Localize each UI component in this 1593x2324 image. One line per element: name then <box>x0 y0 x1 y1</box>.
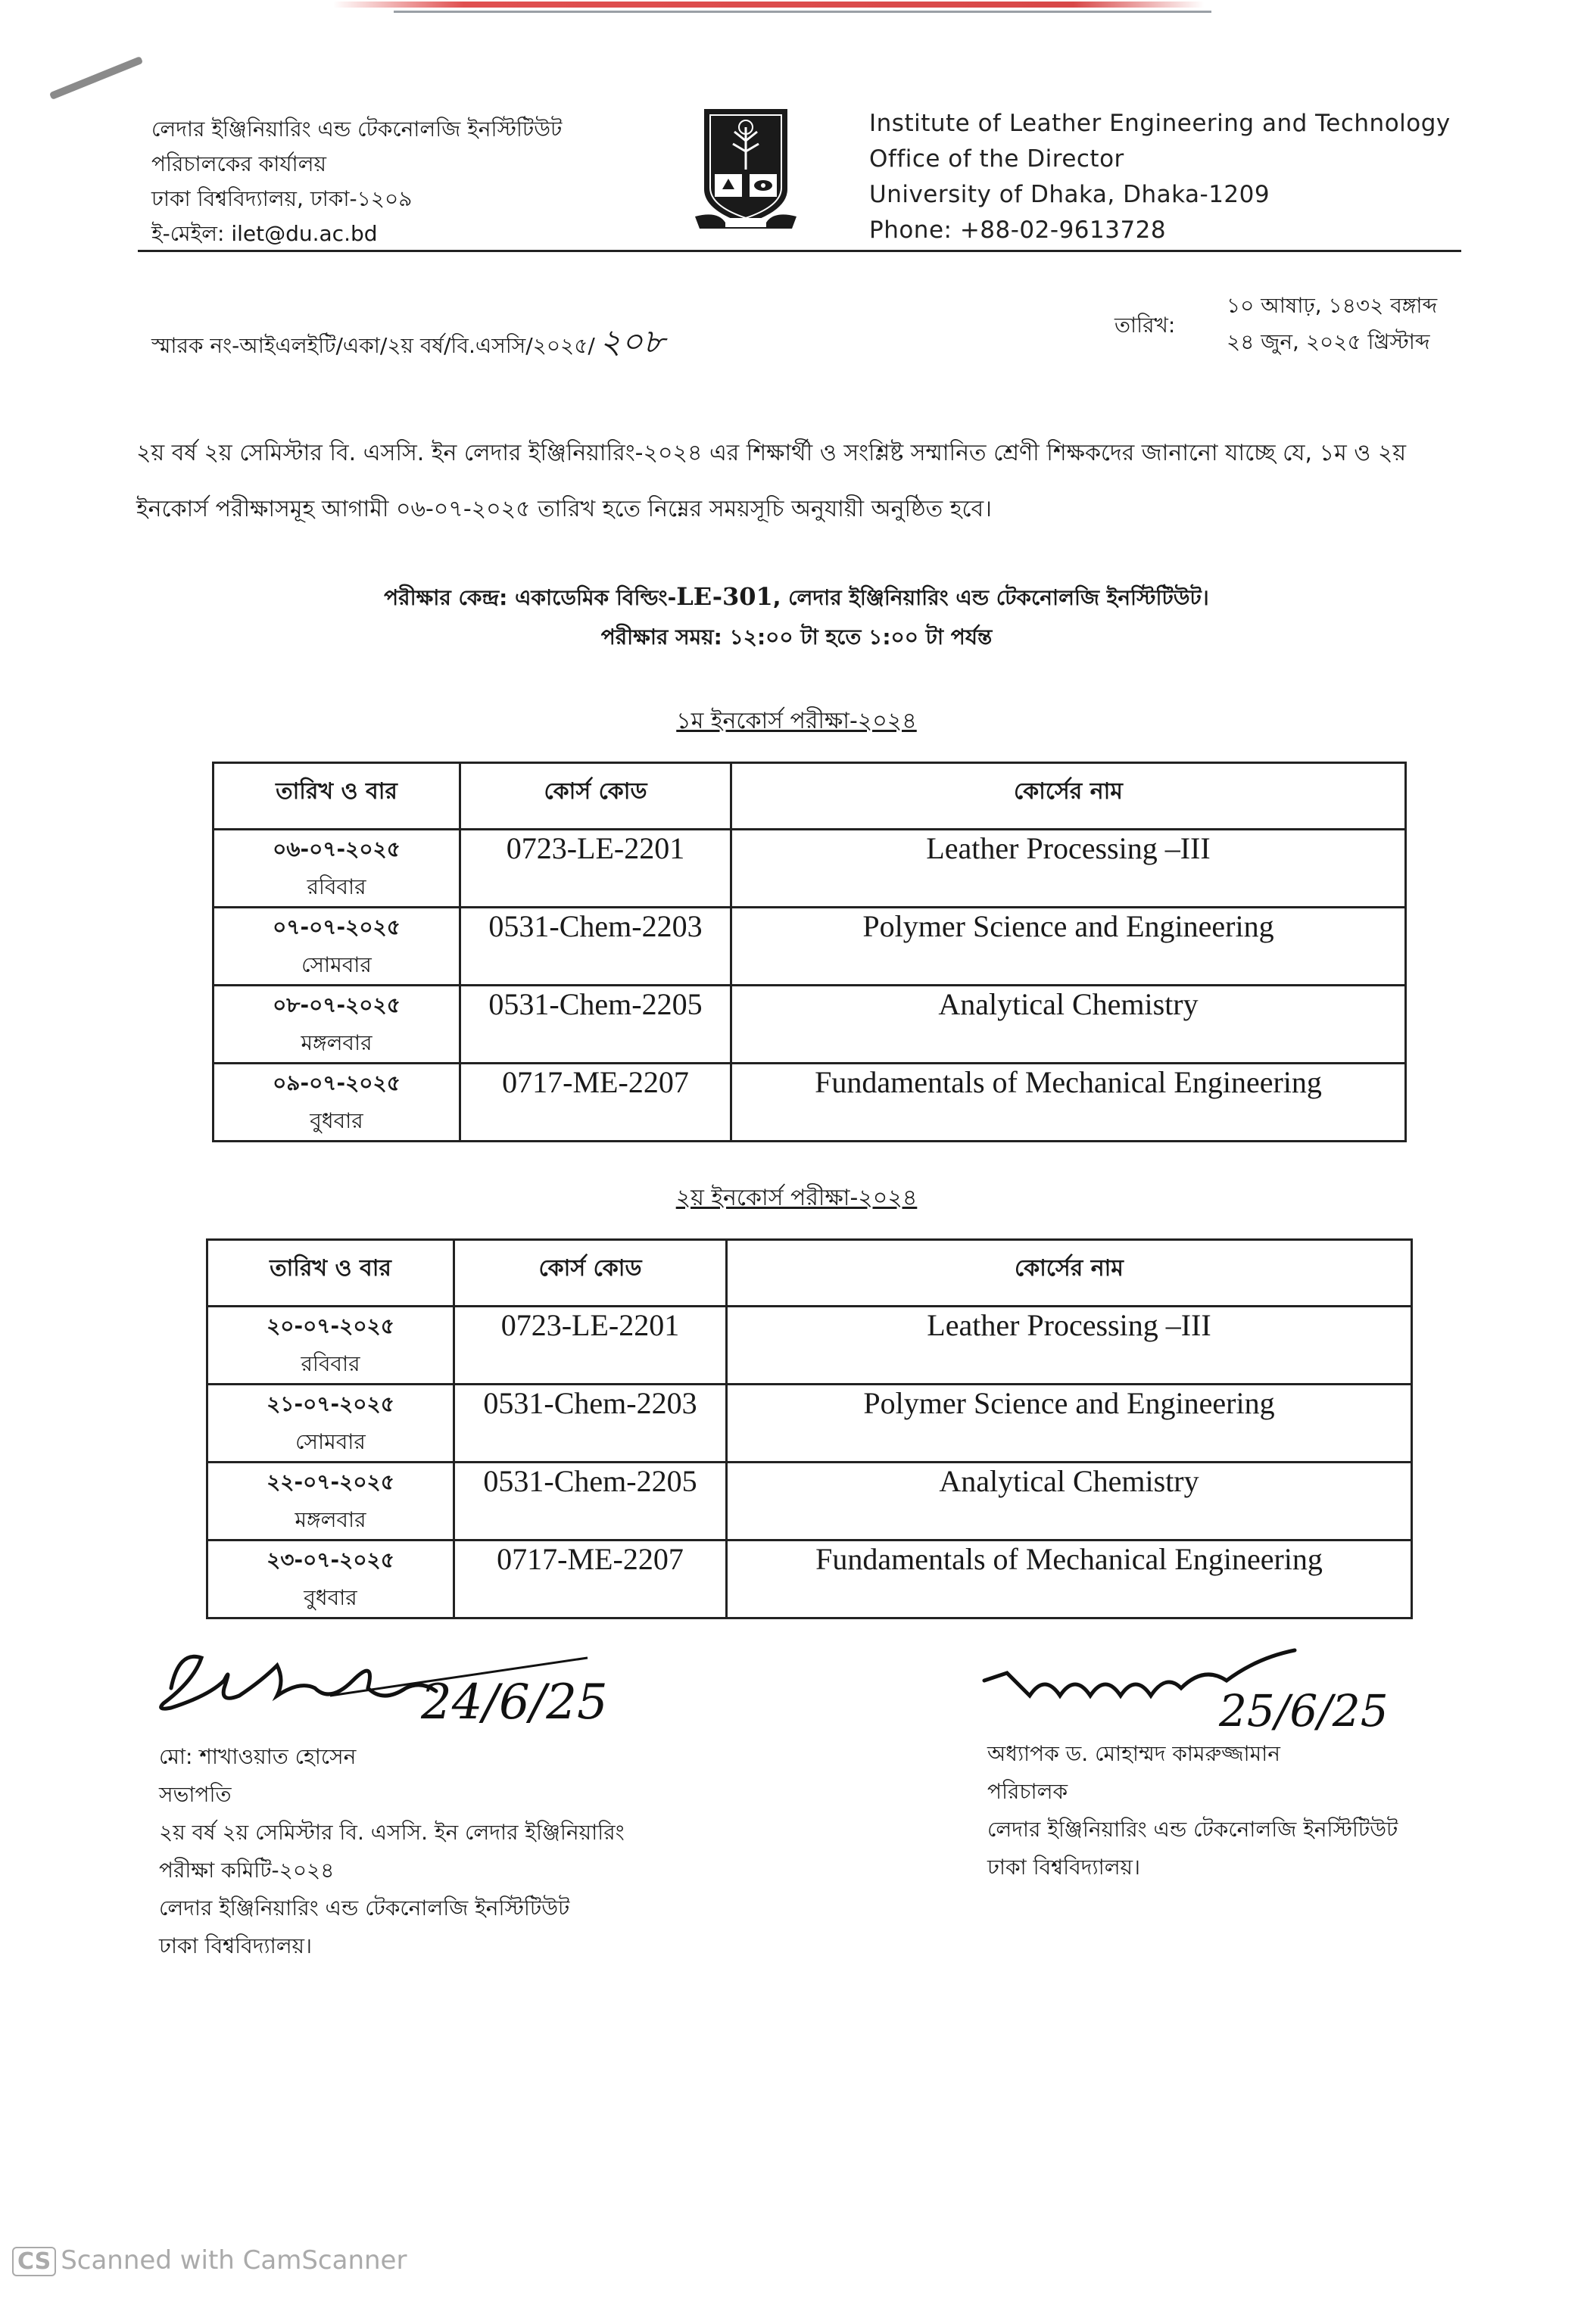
letterhead-line: University of Dhaka, Dhaka-1209 <box>869 181 1270 208</box>
course-code: 0531-Chem-2203 <box>454 1385 727 1463</box>
table-row <box>214 830 1406 908</box>
table-title-first-incourse: ১ম ইনকোর্স পরীক্ষা-২০২৪ <box>676 708 917 734</box>
letterhead-line: ই-মেইল: ilet@du.ac.bd <box>151 221 378 246</box>
exam-center-room: LE-301 <box>676 582 773 611</box>
scan-top-edge-shadow <box>394 11 1211 13</box>
course-name: Polymer Science and Engineering <box>731 908 1406 986</box>
exam-date: ০৬-০৭-২০২৫ <box>273 836 401 861</box>
right-signature-date: 25/6/25 <box>1219 1685 1389 1737</box>
course-code: 0717-ME-2207 <box>454 1541 727 1618</box>
exam-date: ২৩-০৭-২০২৫ <box>267 1547 394 1572</box>
date-cell <box>214 986 460 1064</box>
letterhead-line: ঢাকা বিশ্ববিদ্যালয়, ঢাকা-১২০৯ <box>151 186 413 211</box>
table-row <box>207 1385 1412 1463</box>
header-course-name: কোর্সের নাম <box>727 1240 1412 1307</box>
exam-center-suffix: , লেদার ইঞ্জিনিয়ারিং এন্ড টেকনোলজি ইনস্টিটিউট। <box>772 585 1209 610</box>
university-of-dhaka-seal-icon <box>695 104 796 232</box>
right-handwritten-signature <box>977 1628 1431 1749</box>
table-row <box>214 1064 1406 1142</box>
signatory-title: সভাপতি <box>159 1782 232 1807</box>
date-cell <box>207 1385 454 1463</box>
exam-day: মঙ্গলবার <box>301 1030 373 1055</box>
header-date-day: তারিখ ও বার <box>214 763 460 830</box>
course-code: 0723-LE-2201 <box>454 1307 727 1385</box>
left-signatory <box>159 1738 625 1965</box>
signatory-university: ঢাকা বিশ্ববিদ্যালয়। <box>987 1855 1141 1880</box>
table-row <box>214 908 1406 986</box>
memo-reference-text: স্মারক নং-আইএলইটি/একা/২য় বর্ষ/বি.এসসি/২০২৫/ <box>151 333 595 358</box>
exam-day: রবিবার <box>301 1351 360 1376</box>
exam-day: সোমবার <box>301 952 372 977</box>
header-date-day: তারিখ ও বার <box>207 1240 454 1307</box>
course-name: Leather Processing –III <box>731 830 1406 908</box>
course-name: Leather Processing –III <box>727 1307 1412 1385</box>
notice-body <box>136 425 1484 537</box>
date-cell <box>214 908 460 986</box>
table-row <box>214 986 1406 1064</box>
left-signature-date: 24/6/25 <box>421 1674 608 1731</box>
header-course-name: কোর্সের নাম <box>731 763 1406 830</box>
exam-date: ০৮-০৭-২০২৫ <box>273 992 401 1017</box>
header-divider <box>138 250 1461 252</box>
schedule-table-first <box>212 762 1407 1142</box>
camscanner-logo-icon: CS <box>12 2247 56 2276</box>
notice-line: ইনকোর্স পরীক্ষাসমূহ আগামী ০৬-০৭-২০২৫ তারিখ হতে নিম্নের সময়সূচি অনুযায়ী অনুষ্ঠিত হবে। <box>136 496 992 522</box>
date-cell <box>207 1541 454 1618</box>
table-row <box>207 1463 1412 1541</box>
course-code: 0531-Chem-2205 <box>460 986 731 1064</box>
letterhead-bangla <box>151 112 562 251</box>
signatory-university: ঢাকা বিশ্ববিদ্যালয়। <box>159 1933 313 1958</box>
exam-date: ২১-০৭-২০২৫ <box>267 1391 394 1416</box>
table-row <box>207 1541 1412 1618</box>
right-signatory <box>987 1735 1398 1886</box>
letterhead-english <box>869 106 1451 248</box>
table-title-second-incourse: ২য় ইনকোর্স পরীক্ষা-২০২৪ <box>675 1185 918 1211</box>
schedule-table-second <box>206 1238 1413 1619</box>
table-header-row <box>214 763 1406 830</box>
scan-top-edge <box>333 2 1204 8</box>
notice-line: ২য় বর্ষ ২য় সেমিস্টার বি. এসসি. ইন লেদার ইঞ্জিনিয়ারিং-২০২৪ এর শিক্ষার্থী ও সংশ্লিষ্ট সম্মানিত শ্রেণী শিক্ষকদের জানানো যাচ্ছে যে, ১ম ও ২য় <box>136 440 1407 466</box>
date-label: তারিখ: <box>1114 313 1176 338</box>
course-name: Fundamentals of Mechanical Engineering <box>731 1064 1406 1142</box>
date-cell <box>214 830 460 908</box>
course-name: Fundamentals of Mechanical Engineering <box>727 1541 1412 1618</box>
signatory-name: অধ্যাপক ড. মোহাম্মদ কামরুজ্জামান <box>987 1741 1280 1766</box>
date-cell <box>214 1064 460 1142</box>
exam-day: বুধবার <box>310 1108 363 1133</box>
signatory-institute: লেদার ইঞ্জিনিয়ারিং এন্ড টেকনোলজি ইনস্টিটিউট <box>159 1896 570 1921</box>
date-cell <box>207 1307 454 1385</box>
table-header-row <box>207 1240 1412 1307</box>
letterhead-line: Office of the Director <box>869 145 1124 173</box>
exam-date: ২২-০৭-২০২৫ <box>267 1469 394 1494</box>
course-code: 0531-Chem-2203 <box>460 908 731 986</box>
exam-day: বুধবার <box>304 1585 357 1610</box>
letterhead-line: পরিচালকের কার্যালয় <box>151 151 326 176</box>
course-name: Analytical Chemistry <box>731 986 1406 1064</box>
letterhead-line: Institute of Leather Engineering and Technology <box>869 110 1451 137</box>
memo-reference <box>151 316 665 372</box>
exam-date: ২০-০৭-২০২৫ <box>267 1313 394 1338</box>
watermark-text: Scanned with CamScanner <box>61 2245 407 2276</box>
exam-date: ০৯-০৭-২০২৫ <box>273 1070 401 1095</box>
exam-date: ০৭-০৭-২০২৫ <box>273 914 401 939</box>
date-cell <box>207 1463 454 1541</box>
exam-center <box>0 581 1593 617</box>
signatory-institute: লেদার ইঞ্জিনিয়ারিং এন্ড টেকনোলজি ইনস্টিটিউট <box>987 1817 1398 1842</box>
date-gregorian: ২৪ জুন, ২০২৫ খ্রিস্টাব্দ <box>1227 329 1430 354</box>
signatory-committee-year: পরীক্ষা কমিটি-২০২৪ <box>159 1858 335 1883</box>
table-row <box>207 1307 1412 1385</box>
course-code: 0531-Chem-2205 <box>454 1463 727 1541</box>
exam-day: রবিবার <box>307 874 366 899</box>
exam-day: সোমবার <box>295 1429 366 1454</box>
memo-handwritten-number: ২০৮ <box>599 322 665 361</box>
course-code: 0723-LE-2201 <box>460 830 731 908</box>
exam-day: মঙ্গলবার <box>295 1507 366 1532</box>
course-code: 0717-ME-2207 <box>460 1064 731 1142</box>
course-name: Analytical Chemistry <box>727 1463 1412 1541</box>
camscanner-watermark <box>12 2245 407 2276</box>
memo-date <box>1227 288 1437 360</box>
signatory-name: মো: শাখাওয়াত হোসেন <box>159 1744 357 1769</box>
header-course-code: কোর্স কোড <box>460 763 731 830</box>
pen-mark <box>49 56 143 100</box>
letterhead-line: Phone: +88-02-9613728 <box>869 217 1167 244</box>
header-course-code: কোর্স কোড <box>454 1240 727 1307</box>
signatory-title: পরিচালক <box>987 1779 1068 1804</box>
letterhead-line: লেদার ইঞ্জিনিয়ারিং এন্ড টেকনোলজি ইনস্টিটিউট <box>151 117 563 142</box>
course-name: Polymer Science and Engineering <box>727 1385 1412 1463</box>
exam-time: পরীক্ষার সময়: ১২:০০ টা হতে ১:০০ টা পর্যন্ত <box>600 625 993 650</box>
signatory-committee: ২য় বর্ষ ২য় সেমিস্টার বি. এসসি. ইন লেদার ইঞ্জিনিয়ারিং <box>159 1820 625 1845</box>
date-bangla: ১০ আষাঢ়, ১৪৩২ বঙ্গাব্দ <box>1227 293 1438 318</box>
exam-center-prefix: পরীক্ষার কেন্দ্র: একাডেমিক বিল্ডিং- <box>384 585 677 610</box>
